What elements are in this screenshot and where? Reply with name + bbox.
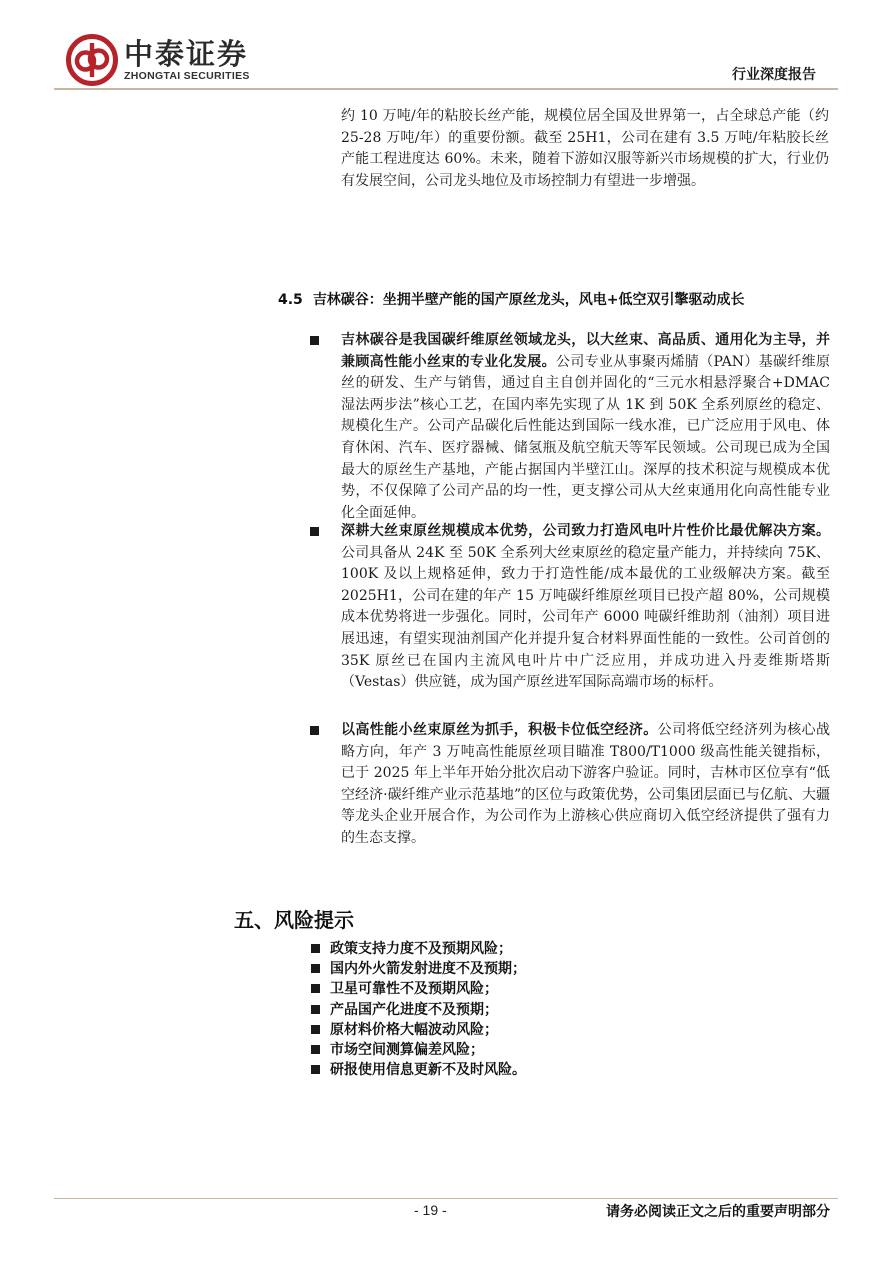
bullet-item bbox=[310, 720, 830, 850]
risk-text: 国内外火箭发射进度不及预期； bbox=[330, 961, 526, 978]
risk-item bbox=[311, 1060, 526, 1080]
risk-item bbox=[311, 1020, 526, 1040]
risk-text: 政策支持力度不及预期风险； bbox=[330, 941, 512, 957]
section-4-5-heading bbox=[278, 289, 745, 309]
bullet-square-icon bbox=[311, 1045, 320, 1054]
risk-item bbox=[311, 1000, 526, 1020]
bullet-square-icon bbox=[310, 336, 319, 345]
section-number: 4.5 bbox=[278, 292, 303, 308]
bullet-square-icon bbox=[311, 984, 320, 993]
bullet-body: 公司专业从事聚丙烯腈（PAN）基碳纤维原丝的研发、生产与销售，通过自主自创并固化的“三元水相悬浮聚合+DMAC 湿法两步法”核心工艺，在国内率先实现了从 1K 到 50K 全系列原丝的稳定、规模化生产。公司产品碳化后性能达到国际一线水准，已广泛应用于风电、体育休闲、汽车、医疗器械、储氢瓶及航空航天等军民领域。公司现已成为全国最大的原丝生产基地，产能占据国内半壁江山。深厚的技术积淀与规模成本优势，不仅保障了公司产品的均一性，更支撑公司从大丝束通用化向高性能专业化全面延伸。 bbox=[341, 353, 830, 521]
bullet-lead: 以高性能小丝束原丝为抓手，积极卡位低空经济。 bbox=[341, 722, 658, 738]
bullet-square-icon bbox=[311, 1065, 320, 1074]
risk-text: 市场空间测算偏差风险； bbox=[330, 1042, 484, 1059]
report-type-label: 行业深度报告 bbox=[732, 67, 816, 83]
logo-text bbox=[124, 38, 250, 83]
risk-text: 产品国产化进度不及预期； bbox=[330, 1001, 498, 1018]
bullet-item bbox=[310, 330, 830, 524]
risk-item bbox=[311, 959, 526, 979]
bullet-text bbox=[341, 521, 830, 694]
page-number: - 19 - bbox=[414, 1202, 447, 1218]
risk-list bbox=[311, 939, 526, 1080]
bullet-square-icon bbox=[311, 1005, 320, 1014]
bullet-square-icon bbox=[311, 964, 320, 973]
bullet-square-icon bbox=[310, 726, 319, 735]
footer-divider bbox=[54, 1198, 838, 1199]
risk-item bbox=[311, 1040, 526, 1060]
bullet-square-icon bbox=[311, 944, 320, 953]
section-title: 吉林碳谷：坐拥半壁产能的国产原丝龙头，风电+低空双引擎驱动成长 bbox=[312, 292, 745, 308]
footer-disclaimer: 请务必阅读正文之后的重要声明部分 bbox=[606, 1204, 830, 1220]
bullet-body: 公司具备从 24K 至 50K 全系列大丝束原丝的稳定量产能力，并持续向 75K、100K 及以上规格延伸，致力于打造性能/成本最优的工业级解决方案。截至 2025H1，公司在建的年产 15 万吨碳纤维原丝项目已投产超 80%，公司规模成本优势将进一步强化。同时，公司年产 6000 吨碳纤维助剂（油剂）项目进展迅速，有望实现油剂国产化并提升复合材料界面性能的一致性。公司首创的 35K 原丝已在国内主流风电叶片中广泛应用，并成功进入丹麦维斯塔斯（Vestas）供应链，成为国产原丝进军国际高端市场的标杆。 bbox=[341, 544, 830, 691]
bullet-body: 公司将低空经济列为核心战略方向，年产 3 万吨高性能原丝项目瞄准 T800/T1000 级高性能关键指标，已于 2025 年上半年开始分批次启动下游客户验证。同时，吉林市区位享有“低空经济·碳纤维产业示范基地”的区位与政策优势，公司集团层面已与亿航、大疆等龙头企业开展合作，为公司作为上游核心供应商切入低空经济提供了强有力的生态支撑。 bbox=[341, 722, 831, 846]
company-name-cn: 中泰证券 bbox=[124, 36, 249, 71]
risk-item bbox=[311, 939, 526, 959]
bullet-text bbox=[341, 330, 830, 524]
risk-item bbox=[311, 979, 526, 999]
page-header bbox=[0, 0, 892, 100]
top-paragraph: 约 10 万吨/年的粘胶长丝产能，规模位居全国及世界第一，占全球总产能（约 25-28 万吨/年）的重要份额。截至 25H1，公司在建有 3.5 万吨/年粘胶长丝产能工程进度达 60%。未来，随着下游如汉服等新兴市场规模的扩大，行业仍有发展空间，公司龙头地位及市场控制力有望进一步增强。 bbox=[341, 108, 829, 189]
risk-text: 研报使用信息更新不及时风险。 bbox=[330, 1062, 526, 1079]
bullet-square-icon bbox=[311, 1025, 320, 1034]
bullet-item bbox=[310, 521, 830, 694]
bullet-text bbox=[341, 720, 830, 850]
bullet-lead: 吉林碳谷是我国碳纤维原丝领域龙头，以大丝束、高品质、通用化为主导，并兼顾高性能小丝束的专业化发展。 bbox=[341, 332, 830, 370]
header-divider bbox=[54, 88, 838, 90]
risk-text: 原材料价格大幅波动风险； bbox=[330, 1021, 498, 1038]
risk-text: 卫星可靠性不及预期风险； bbox=[330, 981, 498, 998]
zhongtai-logo-icon bbox=[66, 34, 118, 86]
bullet-square-icon bbox=[310, 527, 319, 536]
company-logo bbox=[66, 34, 250, 86]
bullet-lead: 深耕大丝束原丝规模成本优势，公司致力打造风电叶片性价比最优解决方案。 bbox=[341, 523, 830, 539]
company-name-en: ZHONGTAI SECURITIES bbox=[124, 69, 250, 82]
section-5-heading: 五、风险提示 bbox=[234, 908, 354, 932]
